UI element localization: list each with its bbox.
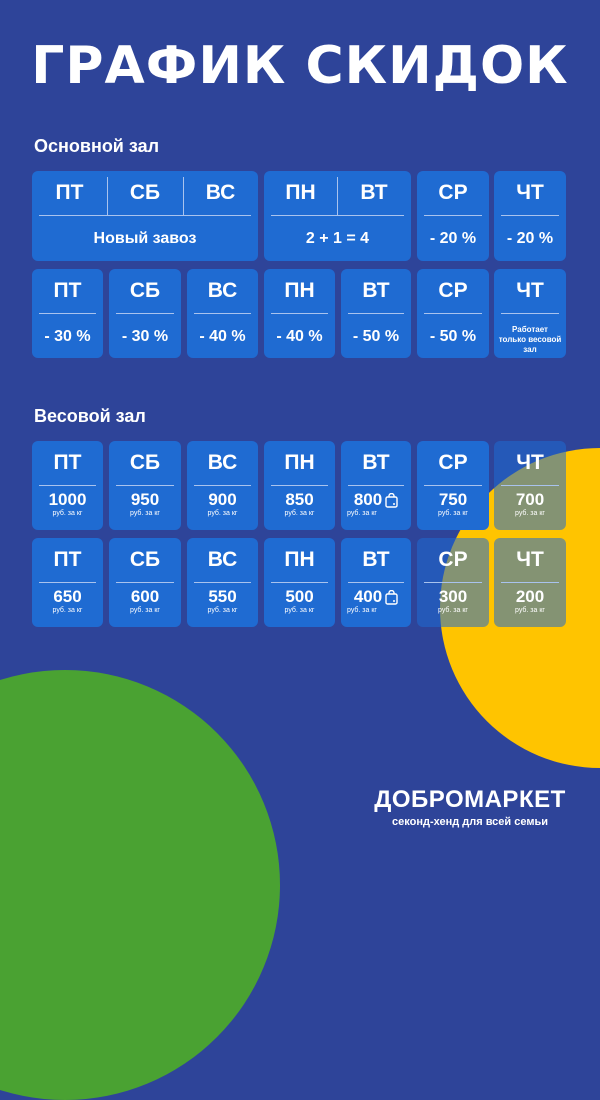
page-title: ГРАФИК СКИДОК: [31, 36, 569, 96]
price-unit: руб. за кг: [130, 510, 160, 517]
discount-value: - 40 %: [199, 328, 246, 345]
day-label: ЧТ: [516, 451, 544, 474]
divider: [39, 582, 96, 583]
weight-hall-tile: [341, 538, 411, 627]
divider: [39, 485, 96, 486]
discount-value: Новый завоз: [93, 230, 197, 247]
dobromarket-logo: [360, 786, 580, 828]
discount-value: - 30 %: [121, 328, 169, 345]
weight-hall-tile: [494, 538, 566, 627]
weight-hall-tile: [109, 538, 181, 627]
bag-icon: [385, 493, 398, 508]
day-label: ВТ: [362, 279, 390, 302]
price-value: 550: [208, 587, 237, 606]
discount-value: - 20 %: [506, 230, 554, 247]
day-label: ВС: [207, 548, 238, 571]
divider: [116, 485, 174, 486]
day-label: ПТ: [55, 181, 84, 204]
divider: [194, 485, 251, 486]
divider: [424, 485, 482, 486]
day-label: ВС: [207, 279, 238, 302]
main-hall-tile: [187, 269, 258, 358]
day-label: ПТ: [53, 548, 82, 571]
divider: [194, 582, 251, 583]
divider: [501, 215, 559, 216]
day-label: ЧТ: [516, 279, 544, 302]
day-label: ВТ: [362, 548, 390, 571]
price-unit: руб. за кг: [515, 607, 545, 614]
price-value: 650: [53, 587, 82, 606]
weight-hall-heading: Весовой зал: [34, 406, 146, 426]
price-value: 850: [285, 490, 314, 509]
day-label: СБ: [129, 548, 161, 571]
main-hall-tile: [417, 171, 489, 261]
day-label: ЧТ: [516, 548, 544, 571]
weight-hall-tile: [32, 441, 103, 530]
main-hall-heading: Основной зал: [34, 136, 160, 156]
day-label: СР: [438, 451, 468, 474]
discount-value: - 50 %: [352, 328, 400, 345]
day-label: ПТ: [53, 279, 82, 302]
divider: [501, 313, 559, 314]
weight-hall-tile: [417, 538, 489, 627]
divider: [501, 582, 559, 583]
divider: [501, 485, 559, 486]
main-hall-2plus1-tile: [264, 171, 411, 261]
main-hall-tile: [417, 269, 489, 358]
day-label: ПН: [284, 451, 315, 474]
divider: [271, 313, 328, 314]
main-hall-tile: [494, 171, 566, 261]
divider: [271, 582, 328, 583]
divider: [271, 215, 404, 216]
divider: [39, 313, 96, 314]
divider: [424, 313, 482, 314]
price-unit: руб. за кг: [207, 510, 238, 517]
weight-hall-tile: [32, 538, 103, 627]
day-label: ПТ: [53, 451, 82, 474]
day-label: ПН: [284, 548, 315, 571]
discount-value: - 30 %: [44, 328, 91, 345]
main-hall-tile: [109, 269, 181, 358]
divider: [348, 582, 404, 583]
price-value: 950: [130, 490, 160, 509]
divider: [39, 215, 251, 216]
price-value: 700: [515, 490, 545, 509]
green-circle-decoration: [0, 670, 280, 1100]
price-value: 1000: [48, 490, 87, 509]
weight-hall-tile: [187, 538, 258, 627]
weight-hall-tile: [109, 441, 181, 530]
logo-tagline: секонд-хенд для всей семьи: [392, 816, 548, 828]
price-unit: руб. за кг: [347, 607, 377, 614]
price-value: 600: [130, 587, 160, 606]
price-value: 400: [353, 587, 383, 606]
price-value: 750: [438, 490, 468, 509]
price-value: 200: [515, 587, 545, 606]
weight-hall-tile: [264, 441, 335, 530]
price-unit: руб. за кг: [284, 510, 315, 517]
day-label: СБ: [129, 181, 161, 204]
discount-value: - 50 %: [429, 328, 477, 345]
divider: [116, 582, 174, 583]
price-unit: руб. за кг: [347, 510, 377, 517]
divider: [116, 313, 174, 314]
day-label: ПН: [285, 181, 316, 204]
day-label: ПН: [284, 279, 315, 302]
discount-value: 2 + 1 = 4: [305, 230, 370, 247]
weight-hall-tile: [417, 441, 489, 530]
divider: [194, 313, 251, 314]
day-label: СБ: [129, 451, 161, 474]
day-label: ВТ: [360, 181, 388, 204]
price-unit: руб. за кг: [130, 607, 160, 614]
price-unit: руб. за кг: [52, 510, 83, 517]
main-hall-new-arrival-tile: [32, 171, 258, 261]
logo-name: ДОБРОМАРКЕТ: [374, 786, 566, 813]
divider: [424, 215, 482, 216]
weight-hall-tile: [341, 441, 411, 530]
price-unit: руб. за кг: [438, 510, 468, 517]
day-label: ЧТ: [516, 181, 544, 204]
day-label: ВС: [207, 451, 238, 474]
price-unit: руб. за кг: [438, 607, 468, 614]
price-unit: руб. за кг: [207, 607, 238, 614]
weight-hall-only-note: Работает только весовой зал: [498, 325, 562, 354]
divider: [348, 485, 404, 486]
price-value: 800: [353, 490, 383, 509]
price-unit: руб. за кг: [515, 510, 545, 517]
weight-hall-tile: [494, 441, 566, 530]
weight-hall-tile: [187, 441, 258, 530]
main-hall-tile: [494, 269, 566, 358]
day-label: СР: [438, 548, 468, 571]
main-hall-tile: [264, 269, 335, 358]
divider: [348, 313, 404, 314]
price-value: 300: [438, 587, 468, 606]
price-unit: руб. за кг: [52, 607, 83, 614]
discount-value: - 20 %: [429, 230, 477, 247]
main-hall-tile: [341, 269, 411, 358]
day-label: СР: [438, 181, 468, 204]
price-value: 900: [208, 490, 237, 509]
price-value: 500: [285, 587, 314, 606]
bag-icon: [385, 590, 398, 605]
day-label: ВТ: [362, 451, 390, 474]
weight-hall-tile: [264, 538, 335, 627]
day-label: ВС: [205, 181, 236, 204]
divider: [271, 485, 328, 486]
day-label: СР: [438, 279, 468, 302]
divider: [424, 582, 482, 583]
day-label: СБ: [129, 279, 161, 302]
discount-value: - 40 %: [276, 328, 323, 345]
price-unit: руб. за кг: [284, 607, 315, 614]
main-hall-tile: [32, 269, 103, 358]
